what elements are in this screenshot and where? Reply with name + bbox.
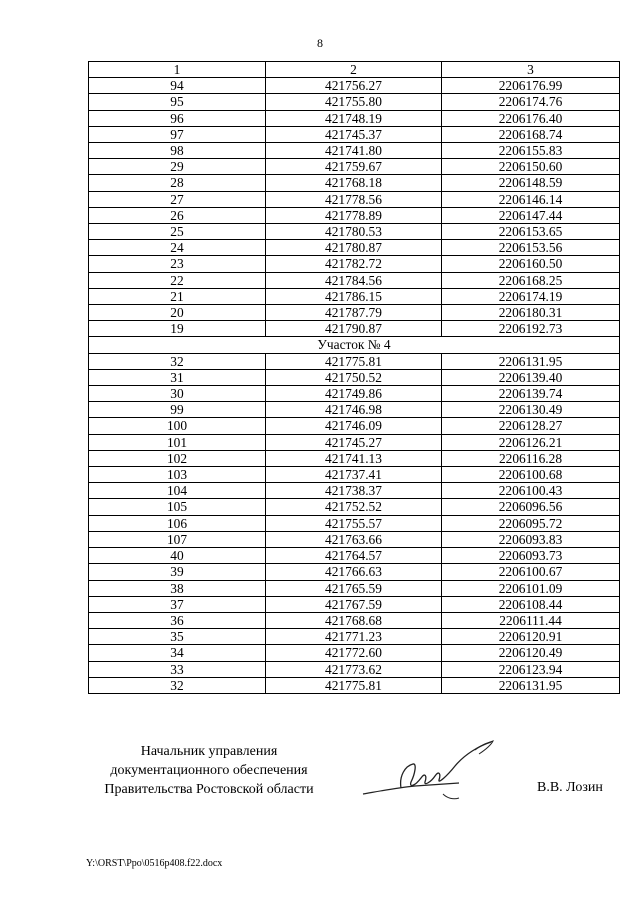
x-coordinate-cell: 421755.57 xyxy=(266,515,442,531)
y-coordinate-cell: 2206123.94 xyxy=(442,661,620,677)
x-coordinate-cell: 421767.59 xyxy=(266,596,442,612)
x-coordinate-cell: 421768.68 xyxy=(266,612,442,628)
table-row xyxy=(89,175,620,191)
point-number-cell: 101 xyxy=(89,434,266,450)
x-coordinate-cell: 421737.41 xyxy=(266,467,442,483)
table-row xyxy=(89,256,620,272)
point-number-cell: 25 xyxy=(89,224,266,240)
y-coordinate-cell: 2206155.83 xyxy=(442,143,620,159)
table-row xyxy=(89,418,620,434)
column-header: 1 xyxy=(89,62,266,78)
x-coordinate-cell: 421773.62 xyxy=(266,661,442,677)
point-number-cell: 20 xyxy=(89,305,266,321)
y-coordinate-cell: 2206116.28 xyxy=(442,450,620,466)
point-number-cell: 37 xyxy=(89,596,266,612)
x-coordinate-cell: 421763.66 xyxy=(266,531,442,547)
x-coordinate-cell: 421765.59 xyxy=(266,580,442,596)
y-coordinate-cell: 2206131.95 xyxy=(442,677,620,693)
page-number: 8 xyxy=(317,36,323,50)
point-number-cell: 95 xyxy=(89,94,266,110)
x-coordinate-cell: 421746.09 xyxy=(266,418,442,434)
point-number-cell: 28 xyxy=(89,175,266,191)
point-number-cell: 107 xyxy=(89,531,266,547)
y-coordinate-cell: 2206176.99 xyxy=(442,78,620,94)
table-row xyxy=(89,629,620,645)
x-coordinate-cell: 421787.79 xyxy=(266,305,442,321)
y-coordinate-cell: 2206139.40 xyxy=(442,369,620,385)
x-coordinate-cell: 421749.86 xyxy=(266,386,442,402)
x-coordinate-cell: 421738.37 xyxy=(266,483,442,499)
x-coordinate-cell: 421746.98 xyxy=(266,402,442,418)
point-number-cell: 27 xyxy=(89,191,266,207)
point-number-cell: 106 xyxy=(89,515,266,531)
handwritten-signature xyxy=(355,736,505,806)
x-coordinate-cell: 421775.81 xyxy=(266,677,442,693)
y-coordinate-cell: 2206174.76 xyxy=(442,94,620,110)
table-row xyxy=(89,240,620,256)
y-coordinate-cell: 2206174.19 xyxy=(442,288,620,304)
point-number-cell: 99 xyxy=(89,402,266,418)
x-coordinate-cell: 421741.13 xyxy=(266,450,442,466)
point-number-cell: 105 xyxy=(89,499,266,515)
x-coordinate-cell: 421782.72 xyxy=(266,256,442,272)
point-number-cell: 32 xyxy=(89,353,266,369)
table-row xyxy=(89,661,620,677)
point-number-cell: 35 xyxy=(89,629,266,645)
x-coordinate-cell: 421766.63 xyxy=(266,564,442,580)
table-row xyxy=(89,321,620,337)
point-number-cell: 98 xyxy=(89,143,266,159)
x-coordinate-cell: 421778.89 xyxy=(266,207,442,223)
point-number-cell: 23 xyxy=(89,256,266,272)
file-path: Y:\ORST\Ppo\0516p408.f22.docx xyxy=(86,858,223,869)
y-coordinate-cell: 2206150.60 xyxy=(442,159,620,175)
x-coordinate-cell: 421772.60 xyxy=(266,645,442,661)
x-coordinate-cell: 421780.87 xyxy=(266,240,442,256)
x-coordinate-cell: 421745.27 xyxy=(266,434,442,450)
table-row xyxy=(89,548,620,564)
y-coordinate-cell: 2206130.49 xyxy=(442,402,620,418)
table-row xyxy=(89,78,620,94)
y-coordinate-cell: 2206111.44 xyxy=(442,612,620,628)
point-number-cell: 31 xyxy=(89,369,266,385)
table-row xyxy=(89,467,620,483)
point-number-cell: 104 xyxy=(89,483,266,499)
point-number-cell: 97 xyxy=(89,126,266,142)
table-row xyxy=(89,564,620,580)
table-row xyxy=(89,126,620,142)
table-body-part-b xyxy=(89,353,620,693)
y-coordinate-cell: 2206101.09 xyxy=(442,580,620,596)
point-number-cell: 21 xyxy=(89,288,266,304)
x-coordinate-cell: 421790.87 xyxy=(266,321,442,337)
table-body-part-a xyxy=(89,78,620,337)
x-coordinate-cell: 421771.23 xyxy=(266,629,442,645)
point-number-cell: 94 xyxy=(89,78,266,94)
table-row xyxy=(89,450,620,466)
y-coordinate-cell: 2206128.27 xyxy=(442,418,620,434)
table-row xyxy=(89,531,620,547)
table-row xyxy=(89,483,620,499)
signatory-title-line: Начальник управления xyxy=(140,744,278,759)
table-row xyxy=(89,191,620,207)
point-number-cell: 24 xyxy=(89,240,266,256)
y-coordinate-cell: 2206168.25 xyxy=(442,272,620,288)
table-row xyxy=(89,288,620,304)
table-row xyxy=(89,369,620,385)
y-coordinate-cell: 2206147.44 xyxy=(442,207,620,223)
x-coordinate-cell: 421750.52 xyxy=(266,369,442,385)
table-header-row xyxy=(89,62,620,78)
y-coordinate-cell: 2206153.65 xyxy=(442,224,620,240)
column-header: 3 xyxy=(442,62,620,78)
table-row xyxy=(89,94,620,110)
table-row xyxy=(89,143,620,159)
table-row xyxy=(89,499,620,515)
point-number-cell: 33 xyxy=(89,661,266,677)
x-coordinate-cell: 421778.56 xyxy=(266,191,442,207)
x-coordinate-cell: 421741.80 xyxy=(266,143,442,159)
table-row xyxy=(89,207,620,223)
section-row xyxy=(89,337,620,353)
point-number-cell: 102 xyxy=(89,450,266,466)
x-coordinate-cell: 421752.52 xyxy=(266,499,442,515)
y-coordinate-cell: 2206192.73 xyxy=(442,321,620,337)
signatory-title xyxy=(80,742,338,799)
table-row xyxy=(89,272,620,288)
point-number-cell: 19 xyxy=(89,321,266,337)
y-coordinate-cell: 2206100.43 xyxy=(442,483,620,499)
table-row xyxy=(89,110,620,126)
table-row xyxy=(89,353,620,369)
y-coordinate-cell: 2206153.56 xyxy=(442,240,620,256)
signatory-title-line: документационного обеспечения xyxy=(110,763,308,778)
x-coordinate-cell: 421759.67 xyxy=(266,159,442,175)
point-number-cell: 96 xyxy=(89,110,266,126)
signatory-title-line: Правительства Ростовской области xyxy=(104,782,314,797)
table-row xyxy=(89,305,620,321)
point-number-cell: 26 xyxy=(89,207,266,223)
y-coordinate-cell: 2206139.74 xyxy=(442,386,620,402)
y-coordinate-cell: 2206148.59 xyxy=(442,175,620,191)
y-coordinate-cell: 2206100.68 xyxy=(442,467,620,483)
y-coordinate-cell: 2206146.14 xyxy=(442,191,620,207)
table-row xyxy=(89,645,620,661)
point-number-cell: 38 xyxy=(89,580,266,596)
point-number-cell: 29 xyxy=(89,159,266,175)
x-coordinate-cell: 421756.27 xyxy=(266,78,442,94)
x-coordinate-cell: 421745.37 xyxy=(266,126,442,142)
y-coordinate-cell: 2206095.72 xyxy=(442,515,620,531)
point-number-cell: 40 xyxy=(89,548,266,564)
y-coordinate-cell: 2206093.83 xyxy=(442,531,620,547)
x-coordinate-cell: 421775.81 xyxy=(266,353,442,369)
x-coordinate-cell: 421755.80 xyxy=(266,94,442,110)
x-coordinate-cell: 421748.19 xyxy=(266,110,442,126)
section-label: Участок № 4 xyxy=(89,337,620,353)
table-row xyxy=(89,434,620,450)
x-coordinate-cell: 421768.18 xyxy=(266,175,442,191)
point-number-cell: 30 xyxy=(89,386,266,402)
table-row xyxy=(89,580,620,596)
table-row xyxy=(89,612,620,628)
point-number-cell: 39 xyxy=(89,564,266,580)
y-coordinate-cell: 2206168.74 xyxy=(442,126,620,142)
y-coordinate-cell: 2206096.56 xyxy=(442,499,620,515)
y-coordinate-cell: 2206176.40 xyxy=(442,110,620,126)
x-coordinate-cell: 421784.56 xyxy=(266,272,442,288)
table-row xyxy=(89,677,620,693)
x-coordinate-cell: 421780.53 xyxy=(266,224,442,240)
x-coordinate-cell: 421764.57 xyxy=(266,548,442,564)
y-coordinate-cell: 2206108.44 xyxy=(442,596,620,612)
y-coordinate-cell: 2206100.67 xyxy=(442,564,620,580)
point-number-cell: 34 xyxy=(89,645,266,661)
y-coordinate-cell: 2206120.49 xyxy=(442,645,620,661)
table-row xyxy=(89,224,620,240)
table-row xyxy=(89,596,620,612)
x-coordinate-cell: 421786.15 xyxy=(266,288,442,304)
y-coordinate-cell: 2206126.21 xyxy=(442,434,620,450)
table-row xyxy=(89,402,620,418)
y-coordinate-cell: 2206120.91 xyxy=(442,629,620,645)
y-coordinate-cell: 2206131.95 xyxy=(442,353,620,369)
y-coordinate-cell: 2206093.73 xyxy=(442,548,620,564)
column-header: 2 xyxy=(266,62,442,78)
point-number-cell: 100 xyxy=(89,418,266,434)
coordinates-table xyxy=(88,61,620,694)
point-number-cell: 32 xyxy=(89,677,266,693)
y-coordinate-cell: 2206180.31 xyxy=(442,305,620,321)
table-row xyxy=(89,159,620,175)
point-number-cell: 103 xyxy=(89,467,266,483)
table-row xyxy=(89,386,620,402)
signatory-name: В.В. Лозин xyxy=(537,780,603,795)
y-coordinate-cell: 2206160.50 xyxy=(442,256,620,272)
table-row xyxy=(89,515,620,531)
point-number-cell: 22 xyxy=(89,272,266,288)
point-number-cell: 36 xyxy=(89,612,266,628)
